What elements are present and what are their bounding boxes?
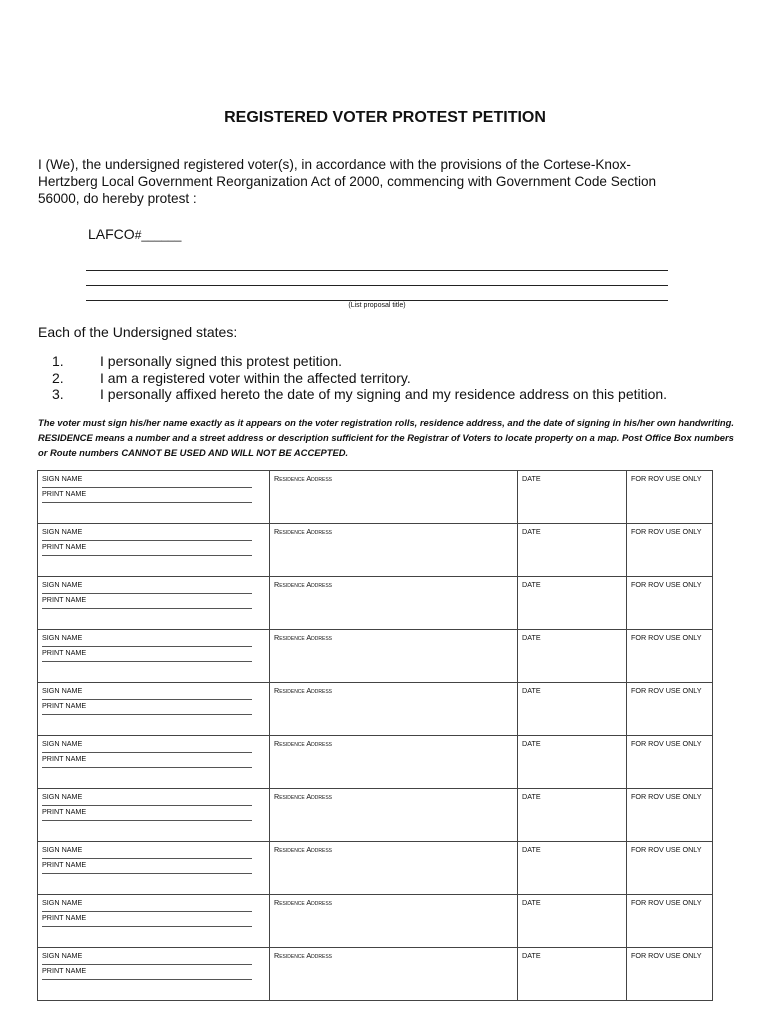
residence-address-cell[interactable]	[270, 789, 518, 842]
sign-name-line[interactable]	[42, 540, 252, 541]
name-cell[interactable]	[38, 524, 270, 577]
statement-item	[52, 370, 667, 387]
rov-use-label: FOR ROV USE ONLY	[631, 951, 702, 960]
proposal-title-line-3[interactable]	[86, 300, 668, 301]
states-heading: Each of the Undersigned states:	[38, 324, 238, 340]
sign-name-line[interactable]	[42, 805, 252, 806]
sign-name-label: SIGN NAME	[42, 845, 83, 854]
date-label: DATE	[522, 845, 541, 854]
print-name-label: PRINT NAME	[42, 489, 87, 498]
residence-address-label: Residence Address	[274, 845, 332, 854]
name-cell[interactable]	[38, 630, 270, 683]
print-name-line[interactable]	[42, 820, 252, 821]
rov-use-label: FOR ROV USE ONLY	[631, 686, 702, 695]
signature-row	[38, 789, 713, 842]
sign-name-line[interactable]	[42, 752, 252, 753]
residence-address-label: Residence Address	[274, 527, 332, 536]
statement-item	[52, 386, 667, 403]
sign-name-label: SIGN NAME	[42, 686, 83, 695]
residence-address-cell[interactable]	[270, 948, 518, 1001]
date-cell[interactable]	[518, 524, 627, 577]
rov-use-label: FOR ROV USE ONLY	[631, 898, 702, 907]
residence-address-label: Residence Address	[274, 580, 332, 589]
date-label: DATE	[522, 792, 541, 801]
sign-name-label: SIGN NAME	[42, 739, 83, 748]
proposal-title-line-1[interactable]	[86, 270, 668, 271]
rov-use-cell	[627, 630, 713, 683]
residence-address-label: Residence Address	[274, 898, 332, 907]
residence-address-cell[interactable]	[270, 683, 518, 736]
residence-address-cell[interactable]	[270, 630, 518, 683]
residence-address-cell[interactable]	[270, 895, 518, 948]
rov-use-cell	[627, 948, 713, 1001]
proposal-title-line-2[interactable]	[86, 285, 668, 286]
date-cell[interactable]	[518, 630, 627, 683]
date-label: DATE	[522, 739, 541, 748]
rov-use-cell	[627, 577, 713, 630]
signature-row	[38, 630, 713, 683]
name-cell[interactable]	[38, 789, 270, 842]
date-label: DATE	[522, 527, 541, 536]
rov-use-cell	[627, 471, 713, 524]
sign-name-label: SIGN NAME	[42, 633, 83, 642]
signature-row	[38, 471, 713, 524]
print-name-line[interactable]	[42, 926, 252, 927]
rov-use-label: FOR ROV USE ONLY	[631, 633, 702, 642]
date-label: DATE	[522, 580, 541, 589]
name-cell[interactable]	[38, 471, 270, 524]
print-name-line[interactable]	[42, 502, 252, 503]
date-cell[interactable]	[518, 842, 627, 895]
residence-address-label: Residence Address	[274, 739, 332, 748]
residence-address-label: Residence Address	[274, 951, 332, 960]
date-cell[interactable]	[518, 789, 627, 842]
residence-address-cell[interactable]	[270, 577, 518, 630]
name-cell[interactable]	[38, 683, 270, 736]
rov-use-label: FOR ROV USE ONLY	[631, 739, 702, 748]
rov-use-cell	[627, 842, 713, 895]
name-cell[interactable]	[38, 577, 270, 630]
rov-use-cell	[627, 789, 713, 842]
name-cell[interactable]	[38, 736, 270, 789]
statement-number: 1.	[52, 353, 64, 369]
rov-use-cell	[627, 895, 713, 948]
rov-use-label: FOR ROV USE ONLY	[631, 792, 702, 801]
print-name-label: PRINT NAME	[42, 595, 87, 604]
signature-row	[38, 736, 713, 789]
date-label: DATE	[522, 474, 541, 483]
sign-name-line[interactable]	[42, 593, 252, 594]
date-label: DATE	[522, 686, 541, 695]
rov-use-label: FOR ROV USE ONLY	[631, 580, 702, 589]
name-cell[interactable]	[38, 842, 270, 895]
date-cell[interactable]	[518, 577, 627, 630]
sign-name-label: SIGN NAME	[42, 474, 83, 483]
residence-address-label: Residence Address	[274, 686, 332, 695]
rov-use-label: FOR ROV USE ONLY	[631, 845, 702, 854]
lafco-number-field[interactable]	[88, 226, 181, 242]
date-cell[interactable]	[518, 948, 627, 1001]
date-label: DATE	[522, 898, 541, 907]
sign-name-line[interactable]	[42, 646, 252, 647]
rov-use-cell	[627, 524, 713, 577]
sign-name-line[interactable]	[42, 858, 252, 859]
residence-address-cell[interactable]	[270, 842, 518, 895]
signature-table	[37, 470, 713, 1001]
signature-row	[38, 577, 713, 630]
print-name-line[interactable]	[42, 661, 252, 662]
date-cell[interactable]	[518, 471, 627, 524]
statement-number: 2.	[52, 369, 64, 386]
print-name-line[interactable]	[42, 608, 252, 609]
print-name-line[interactable]	[42, 873, 252, 874]
print-name-line[interactable]	[42, 979, 252, 980]
residence-address-cell[interactable]	[270, 524, 518, 577]
print-name-label: PRINT NAME	[42, 860, 87, 869]
signature-row	[38, 948, 713, 1001]
lafco-label: LAFCO	[88, 226, 135, 242]
print-name-line[interactable]	[42, 714, 252, 715]
residence-address-label: Residence Address	[274, 633, 332, 642]
signature-row	[38, 683, 713, 736]
date-cell[interactable]	[518, 683, 627, 736]
intro-paragraph: I (We), the undersigned registered voter(s), in accordance with the provisions of the Cortese-Knox-Hertzberg Local Government Reorganization Act of 2000, commencing with Government Code Section 56000, do hereby protest :	[38, 157, 657, 206]
rov-use-label: FOR ROV USE ONLY	[631, 474, 702, 483]
residence-address-label: Residence Address	[274, 792, 332, 801]
print-name-label: PRINT NAME	[42, 913, 87, 922]
print-name-label: PRINT NAME	[42, 701, 87, 710]
lafco-number-blank: #______	[134, 228, 182, 242]
statement-number: 3.	[52, 386, 64, 402]
date-label: DATE	[522, 633, 541, 642]
sign-name-label: SIGN NAME	[42, 792, 83, 801]
signature-row	[38, 842, 713, 895]
print-name-line[interactable]	[42, 555, 252, 556]
rov-use-cell	[627, 683, 713, 736]
sign-name-line[interactable]	[42, 964, 252, 965]
print-name-label: PRINT NAME	[42, 648, 87, 657]
proposal-title-caption: (List proposal title)	[348, 302, 406, 309]
sign-name-label: SIGN NAME	[42, 898, 83, 907]
statement-text: I am a registered voter within the affected territory.	[100, 369, 411, 386]
sign-name-label: SIGN NAME	[42, 527, 83, 536]
date-label: DATE	[522, 951, 541, 960]
print-name-label: PRINT NAME	[42, 542, 87, 551]
date-cell[interactable]	[518, 736, 627, 789]
sign-name-line[interactable]	[42, 699, 252, 700]
signature-row	[38, 895, 713, 948]
residence-address-cell[interactable]	[270, 471, 518, 524]
name-cell[interactable]	[38, 948, 270, 1001]
sign-name-label: SIGN NAME	[42, 951, 83, 960]
signature-row	[38, 524, 713, 577]
statements-list	[52, 353, 667, 403]
print-name-label: PRINT NAME	[42, 966, 87, 975]
statement-text: I personally affixed hereto the date of my signing and my residence address on this petition.	[100, 386, 668, 402]
print-name-label: PRINT NAME	[42, 754, 87, 763]
residence-address-cell[interactable]	[270, 736, 518, 789]
statement-item	[52, 353, 667, 370]
date-cell[interactable]	[518, 895, 627, 948]
statement-text: I personally signed this protest petition.	[100, 353, 343, 369]
rov-use-cell	[627, 736, 713, 789]
page-title: REGISTERED VOTER PROTEST PETITION	[224, 109, 546, 126]
residence-address-label: Residence Address	[274, 474, 332, 483]
sign-name-line[interactable]	[42, 911, 252, 912]
rov-use-label: FOR ROV USE ONLY	[631, 527, 702, 536]
signing-instructions: The voter must sign his/her name exactly as it appears on the voter registration rolls, residence address, and the date of signing in his/her own handwriting. RESIDENCE means a number and a street address or description sufficient for the Registrar of Voters to locate property on a map. Post Office Box numbers or Route numbers CANNOT BE USED AND WILL NOT BE ACCEPTED.	[38, 417, 734, 458]
print-name-label: PRINT NAME	[42, 807, 87, 816]
print-name-line[interactable]	[42, 767, 252, 768]
sign-name-line[interactable]	[42, 487, 252, 488]
sign-name-label: SIGN NAME	[42, 580, 83, 589]
name-cell[interactable]	[38, 895, 270, 948]
